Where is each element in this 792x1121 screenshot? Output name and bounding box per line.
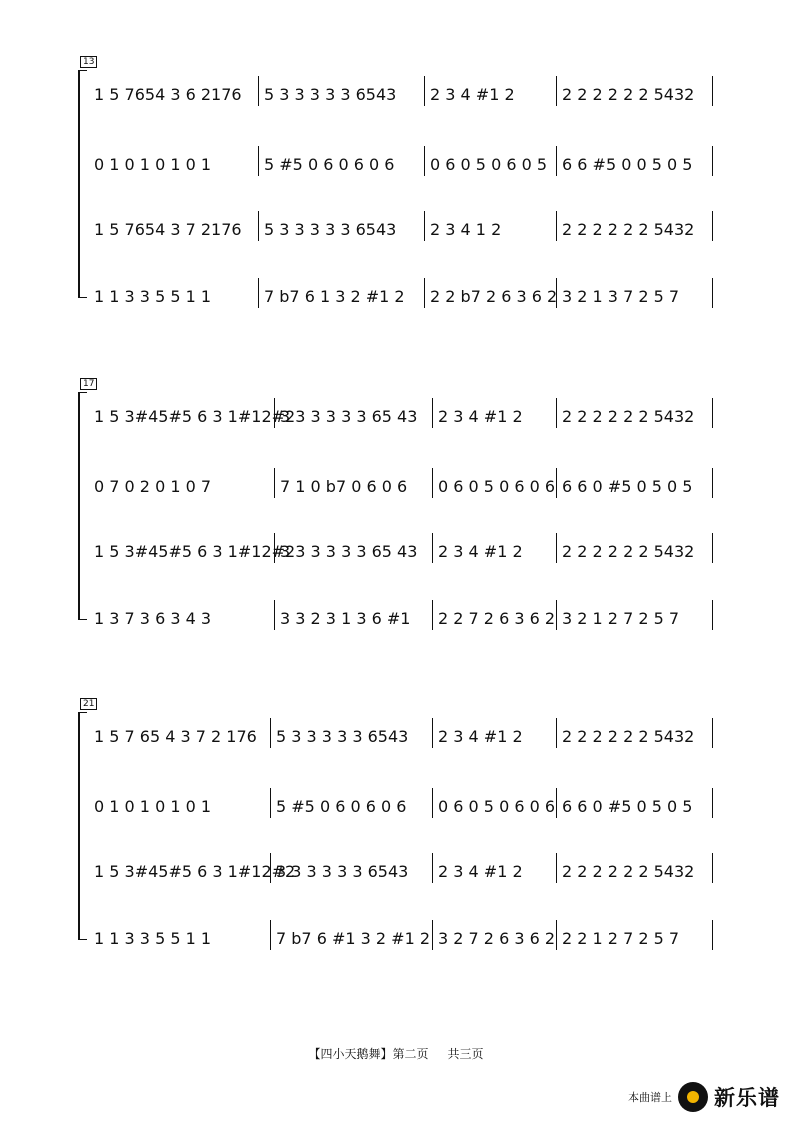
barline [712,788,713,818]
barline [432,600,433,630]
system-bracket [78,392,87,620]
barline [712,76,713,106]
measure: 1 5 7 65 4 3 7 2 176 [94,727,257,746]
staff-row [94,539,714,565]
staff-row [94,724,714,750]
barline [712,468,713,498]
footer-title: 【四小天鹅舞】第二页 [308,1047,429,1061]
measure: 2 2 2 2 2 2 5432 [562,862,695,881]
measure: 2 2 2 2 2 2 5432 [562,407,695,426]
measure: 0 1 0 1 0 1 0 1 [94,155,212,174]
brand-name: 新乐谱 [714,1086,780,1110]
measure: 2 2 7 2 6 3 6 2 [438,609,556,628]
barline [712,920,713,950]
barline [258,76,259,106]
measure: 2 2 2 2 2 2 5432 [562,220,695,239]
measure: 1 3 7 3 6 3 4 3 [94,609,212,628]
barline [556,76,557,106]
barline [556,211,557,241]
system-bracket [78,70,87,298]
staff-row [94,217,714,243]
measure: 0 6 0 5 0 6 0 6 [438,797,556,816]
staff-row [94,404,714,430]
measure: 3 3 3 3 3 3 65 43 [280,407,418,426]
system-bracket [78,712,87,940]
measure: 7 b7 6 #1 3 2 #1 2 [276,929,431,948]
barline [270,718,271,748]
score-system [78,379,718,628]
barline [712,600,713,630]
barline [424,278,425,308]
barline [556,853,557,883]
measure: 2 2 2 2 2 2 5432 [562,85,695,104]
measure: 5 3 3 3 3 3 6543 [264,85,397,104]
measure: 2 3 4 #1 2 [438,542,523,561]
measure: 5 #5 0 6 0 6 0 6 [264,155,395,174]
measure: 3 3 3 3 3 3 65 43 [280,542,418,561]
barline [556,718,557,748]
barline [712,278,713,308]
measure: 1 5 3#45#5 6 3 1#12#2 [94,407,296,426]
barline [556,468,557,498]
score-system [78,57,718,306]
barline [556,788,557,818]
staff-row [94,82,714,108]
barline [712,718,713,748]
measure: 1 5 7654 3 7 2176 [94,220,242,239]
barline [432,853,433,883]
measure: 2 3 4 #1 2 [438,862,523,881]
page-footer [0,1045,792,1062]
measure: 0 6 0 5 0 6 0 6 [438,477,556,496]
measure: 5 3 3 3 3 3 6543 [264,220,397,239]
barline [270,788,271,818]
barline [432,788,433,818]
barline [274,468,275,498]
measure: 5 #5 0 6 0 6 0 6 [276,797,407,816]
staff-row [94,794,714,820]
measure: 7 1 0 b7 0 6 0 6 [280,477,408,496]
measure: 3 2 7 2 6 3 6 2 [438,929,556,948]
score-system [78,699,718,948]
measure: 2 2 b7 2 6 3 6 2 [430,287,558,306]
measure: 0 7 0 2 0 1 0 7 [94,477,212,496]
measure: 6 6 0 #5 0 5 0 5 [562,477,693,496]
barline [424,146,425,176]
barline [274,600,275,630]
barline [712,146,713,176]
measure: 2 2 1 2 7 2 5 7 [562,929,680,948]
barline [556,398,557,428]
measure: 0 6 0 5 0 6 0 5 [430,155,548,174]
barline [432,468,433,498]
measure: 1 5 7654 3 6 2176 [94,85,242,104]
credit-prefix: 本曲谱上 [628,1091,672,1104]
measure: 1 5 3#45#5 6 3 1#12#2 [94,862,296,881]
measure-number: 13 [80,56,97,68]
barline [270,920,271,950]
barline [712,211,713,241]
footer-total-pages: 共三页 [447,1047,484,1061]
measure: 2 2 2 2 2 2 5432 [562,727,695,746]
barline [258,211,259,241]
barline [556,278,557,308]
measure: 1 1 3 3 5 5 1 1 [94,287,212,306]
measure: 2 2 2 2 2 2 5432 [562,542,695,561]
staff-row [94,474,714,500]
barline [556,533,557,563]
barline [712,853,713,883]
measure-number: 21 [80,698,97,710]
barline [274,533,275,563]
barline [556,600,557,630]
measure: 5 3 3 3 3 3 6543 [276,727,409,746]
measure: 2 3 4 #1 2 [438,407,523,426]
measure: 2 3 4 #1 2 [438,727,523,746]
barline [424,76,425,106]
barline [424,211,425,241]
staff-row [94,859,714,885]
staff-row [94,284,714,310]
measure: 3 3 3 3 3 3 6543 [276,862,409,881]
measure: 7 b7 6 1 3 2 #1 2 [264,287,405,306]
measure: 0 1 0 1 0 1 0 1 [94,797,212,816]
measure: 6 6 #5 0 0 5 0 5 [562,155,693,174]
barline [258,146,259,176]
barline [270,853,271,883]
measure-number: 17 [80,378,97,390]
barline [712,533,713,563]
barline [712,398,713,428]
barline [556,920,557,950]
measure: 1 5 3#45#5 6 3 1#12#2 [94,542,296,561]
staff-row [94,152,714,178]
barline [258,278,259,308]
vinyl-record-icon [678,1082,708,1112]
measure: 2 3 4 1 2 [430,220,502,239]
barline [274,398,275,428]
staff-row [94,606,714,632]
barline [432,533,433,563]
barline [432,718,433,748]
measure: 1 1 3 3 5 5 1 1 [94,929,212,948]
staff-row [94,926,714,952]
measure: 3 2 1 2 7 2 5 7 [562,609,680,628]
measure: 3 3 2 3 1 3 6 #1 [280,609,411,628]
measure: 6 6 0 #5 0 5 0 5 [562,797,693,816]
measure: 3 2 1 3 7 2 5 7 [562,287,680,306]
barline [432,398,433,428]
brand-credit [628,1082,780,1112]
barline [556,146,557,176]
barline [432,920,433,950]
measure: 2 3 4 #1 2 [430,85,515,104]
